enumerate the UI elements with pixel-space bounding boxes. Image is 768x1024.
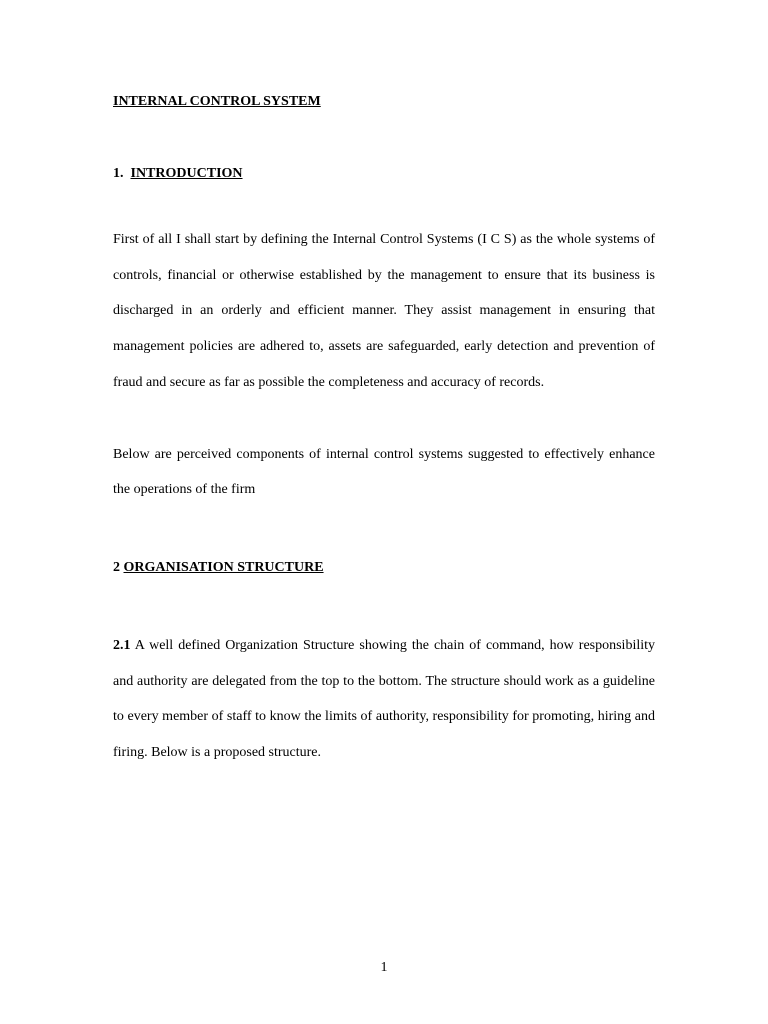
section-1-number: 1.	[113, 166, 124, 181]
subsection-2-1-text: A well defined Organization Structure showing the chain of command, how responsibility and authority are delegated from the top to the bottom. The structure should work as a guideline to every member of staff to know the limits of authority, responsibility for promoting, hiring and firing. Below is a proposed structure.	[113, 637, 656, 761]
section-1-heading	[113, 162, 655, 186]
intro-paragraph-1: First of all I shall start by defining the Internal Control Systems (I C S) as the whole systems of controls, financial or otherwise established by the management to ensure that its business is discharged in an orderly and efficient manner. They assist management in ensuring that management policies are adhered to, assets are safeguarded, early detection and prevention of fraud and secure as far as possible the completeness and accuracy of records.	[113, 232, 655, 390]
page-content	[113, 90, 655, 771]
section-2-title: ORGANISATION STRUCTURE	[123, 559, 324, 575]
section-2-heading	[113, 556, 655, 580]
intro-paragraph-2: Below are perceived components of internal control systems suggested to effectively enhance the operations of the firm	[113, 446, 655, 498]
subsection-2-1-number: 2.1	[113, 637, 131, 653]
document-title: INTERNAL CONTROL SYSTEM	[113, 94, 321, 109]
subsection-2-1-paragraph	[113, 628, 655, 771]
section-2-number: 2	[113, 559, 120, 575]
page-number: 1	[380, 960, 388, 975]
section-1-title: INTRODUCTION	[130, 166, 243, 181]
